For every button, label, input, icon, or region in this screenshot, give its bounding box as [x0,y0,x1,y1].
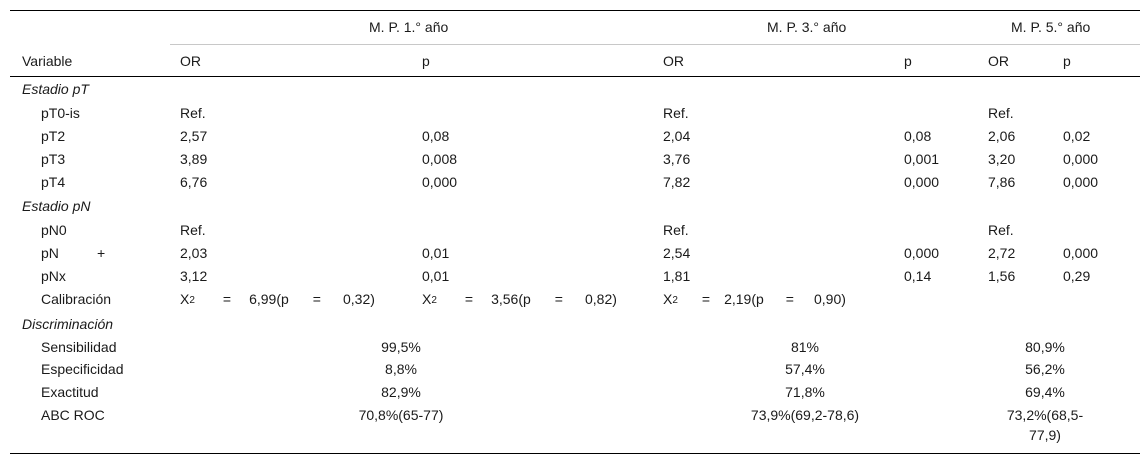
cell-value-5-line-2: 77,9) [1029,427,1061,443]
row-label-calibration: Calibración [41,291,112,307]
equals-sign: = [701,291,711,307]
cell-or-5: 7,86 [988,174,1016,190]
cell-or-1: 6,76 [180,174,208,190]
p-value: 0,32) [342,291,375,307]
equals-sign: = [785,291,794,307]
cell-or-5: Ref. [988,105,1014,121]
cell-p-5: 0,000 [1063,174,1099,190]
chi-value: 6,99(p [249,291,289,307]
equals-sign: = [222,291,232,307]
row-label: ABC ROC [41,407,105,423]
cell-or-3: 3,76 [663,151,691,167]
cell-p-1: 0,000 [422,174,458,190]
cell-or-1: 2,03 [180,245,208,261]
row-label: pN [41,245,59,261]
cell-value-3: 57,4% [785,361,825,377]
cell-p-3: 0,000 [904,245,940,261]
chi-symbol: X [180,291,190,307]
row-label: pT0-is [41,105,80,121]
cell-p-1: 0,08 [422,128,450,144]
table-top-rule [10,10,1140,11]
cell-p-1: 0,008 [422,151,458,167]
cell-or-1: Ref. [180,222,206,238]
cell-value-3: 73,9%(69,2-78,6) [750,407,860,423]
calibration-value-3: X $^2$ = 2,19(p = 0,90) [663,291,846,307]
equals-sign: = [464,291,474,307]
section-title-pt: Estadio pT [22,81,89,97]
group-header-year-5: M. P. 5.° año [1011,19,1091,35]
row-label: Exactitud [41,384,99,400]
cell-or-5: 2,06 [988,128,1016,144]
header-bottom-rule [10,76,1140,77]
chi-symbol: X [663,291,673,307]
row-label: pNx [41,268,66,284]
cell-p-5: 0,02 [1063,128,1091,144]
cell-value-5: 69,4% [1025,384,1065,400]
cell-p-3: 0,000 [904,174,940,190]
cell-value-1: 8,8% [385,361,417,377]
calibration-value-1: X $^2$ = 6,99(p = 0,32) [180,291,375,307]
column-header-variable: Variable [22,53,73,69]
cell-or-5: 2,72 [988,245,1016,261]
cell-or-3: Ref. [663,222,689,238]
cell-or-1: 3,12 [180,268,208,284]
group-header-rule [170,44,1140,45]
column-header-or-3: OR [663,53,684,69]
row-label-sign: + [97,245,106,261]
cell-p-5: 0,000 [1063,151,1099,167]
row-label: pN0 [41,222,67,238]
cell-or-5: 3,20 [988,151,1016,167]
row-label: pT3 [41,151,66,167]
cell-value-5: 56,2% [1025,361,1065,377]
column-header-p-5: p [1063,53,1071,69]
equals-sign: = [554,291,563,307]
column-header-p-3: p [904,53,912,69]
cell-or-5: Ref. [988,222,1014,238]
column-header-or-1: OR [180,53,201,69]
column-header-p-1: p [422,53,430,69]
p-value: 0,82) [584,291,617,307]
row-label: Sensibilidad [41,339,117,355]
row-label: Especificidad [41,361,124,377]
chi-value: 3,56(p [491,291,531,307]
section-title-discrimination: Discriminación [22,316,114,332]
cell-value-5-line-1: 73,2%(68,5- [1006,407,1084,423]
cell-or-1: 3,89 [180,151,208,167]
cell-p-3: 0,14 [904,268,932,284]
chi-symbol: X [422,291,432,307]
group-header-year-3: M. P. 3.° año [767,19,847,35]
chi-value: 2,19(p [724,291,764,307]
cell-p-3: 0,001 [904,151,940,167]
cell-value-3: 81% [790,339,820,355]
cell-or-5: 1,56 [988,268,1016,284]
cell-value-3: 71,8% [785,384,825,400]
row-label: pT2 [41,128,66,144]
row-label: pT4 [41,174,66,190]
cell-p-1: 0,01 [422,268,450,284]
cell-or-1: 2,57 [180,128,208,144]
cell-or-3: 7,82 [663,174,691,190]
cell-or-3: 2,04 [663,128,691,144]
column-header-or-5: OR [988,53,1009,69]
calibration-value-2: X $^2$ = 3,56(p = 0,82) [422,291,617,307]
cell-value-5: 80,9% [1025,339,1065,355]
section-title-pn: Estadio pN [22,198,91,214]
cell-value-1: 70,8%(65-77) [358,407,444,423]
group-header-year-1: M. P. 1.° año [369,19,449,35]
cell-p-3: 0,08 [904,128,932,144]
cell-or-1: Ref. [180,105,206,121]
p-value: 0,90) [813,291,846,307]
cell-or-3: 2,54 [663,245,691,261]
cell-value-1: 82,9% [381,384,421,400]
cell-value-1: 99,5% [381,339,421,355]
cell-p-5: 0,29 [1063,268,1091,284]
equals-sign: = [312,291,321,307]
cell-p-1: 0,01 [422,245,450,261]
cell-p-5: 0,000 [1063,245,1099,261]
cell-or-3: Ref. [663,105,689,121]
table-bottom-rule [10,453,1140,454]
cell-or-3: 1,81 [663,268,691,284]
